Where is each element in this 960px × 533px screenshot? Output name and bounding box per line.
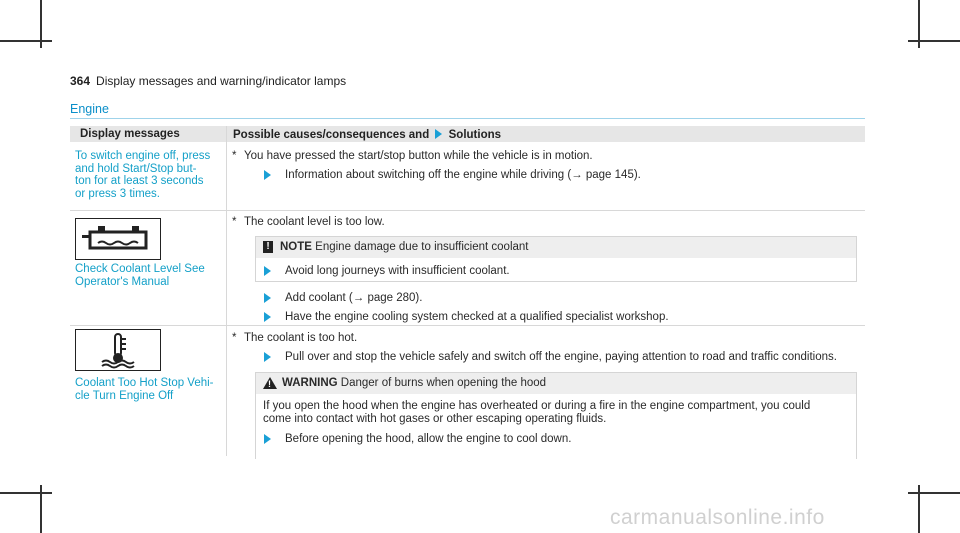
warning-label: WARNING [282, 377, 338, 389]
arrow-icon [264, 312, 271, 322]
solution-step: Have the engine cooling system checked at a qualified specialist workshop. [285, 311, 669, 323]
message-check-coolant-level [75, 263, 223, 288]
message-line: Coolant Too Hot Stop Vehi- [75, 377, 214, 389]
warning-title-text: Danger of burns when opening the hood [340, 377, 547, 389]
message-line: ton for at least 3 seconds [75, 175, 204, 187]
row-divider [70, 325, 865, 326]
coolant-level-icon [75, 218, 161, 260]
note-title [280, 241, 529, 254]
cause-text: The coolant level is too low. [244, 216, 385, 228]
solution-step: Information about switching off the engine while driving (→ page 145). [285, 169, 641, 181]
section-divider [70, 118, 865, 119]
cause-text: You have pressed the start/stop button while the vehicle is in motion. [244, 150, 593, 162]
cause-text: The coolant is too hot. [244, 332, 358, 344]
note-step: Avoid long journeys with insufficient coolant. [285, 265, 510, 277]
bullet-star: * [232, 332, 237, 344]
solution-step: Add coolant (→ page 280). [285, 292, 423, 304]
message-line: and hold Start/Stop but- [75, 162, 197, 175]
display-messages-table [70, 126, 865, 456]
warning-box [255, 372, 857, 459]
warning-title [282, 377, 546, 390]
message-line: To switch engine off, press [75, 150, 211, 162]
message-line: Check Coolant Level See [75, 263, 205, 275]
arrow-icon [264, 170, 271, 180]
note-box [255, 236, 857, 282]
solution-step: Pull over and stop the vehicle safely and switch off the engine, paying attention to road and traffic conditions. [285, 351, 837, 363]
message-line: or press 3 times. [75, 187, 160, 200]
warning-text-line: come into contact with hot gases or other escaping operating fluids. [263, 413, 607, 425]
page-header [70, 74, 346, 88]
message-line: Operator's Manual [75, 275, 170, 288]
warning-text-line: If you open the hood when the engine has overheated or during a fire in the engine compartment, you could [263, 400, 811, 412]
watermark: carmanualsonline.info [610, 506, 825, 529]
exclamation-icon: ! [263, 241, 273, 253]
arrow-icon [435, 129, 442, 139]
arrow-icon [264, 293, 271, 303]
message-coolant-too-hot [75, 377, 223, 402]
coolant-temperature-icon [75, 329, 161, 371]
column-header-solutions-text: Solutions [448, 129, 502, 141]
table-header [70, 126, 865, 142]
warning-step: Before opening the hood, allow the engine to cool down. [285, 433, 572, 445]
row-divider [70, 210, 865, 211]
page-number: 364 [70, 74, 91, 88]
section-title: Engine [70, 102, 109, 116]
arrow-icon [264, 266, 271, 276]
message-switch-engine-off [75, 150, 223, 200]
warning-text [263, 400, 810, 426]
note-label: NOTE [280, 241, 312, 253]
column-header-messages: Display messages [80, 128, 180, 140]
arrow-icon [264, 352, 271, 362]
message-line: cle Turn Engine Off [75, 389, 174, 402]
bullet-star: * [232, 216, 237, 228]
bullet-star: * [232, 150, 237, 162]
arrow-icon [264, 434, 271, 444]
chapter-title: Display messages and warning/indicator lamps [96, 74, 347, 88]
warning-triangle-icon: ! [263, 377, 277, 389]
column-divider [226, 126, 227, 456]
column-header-causes [233, 128, 501, 141]
note-title-text: Engine damage due to insufficient coolant [315, 241, 529, 253]
column-header-causes-text: Possible causes/consequences and [233, 129, 430, 141]
